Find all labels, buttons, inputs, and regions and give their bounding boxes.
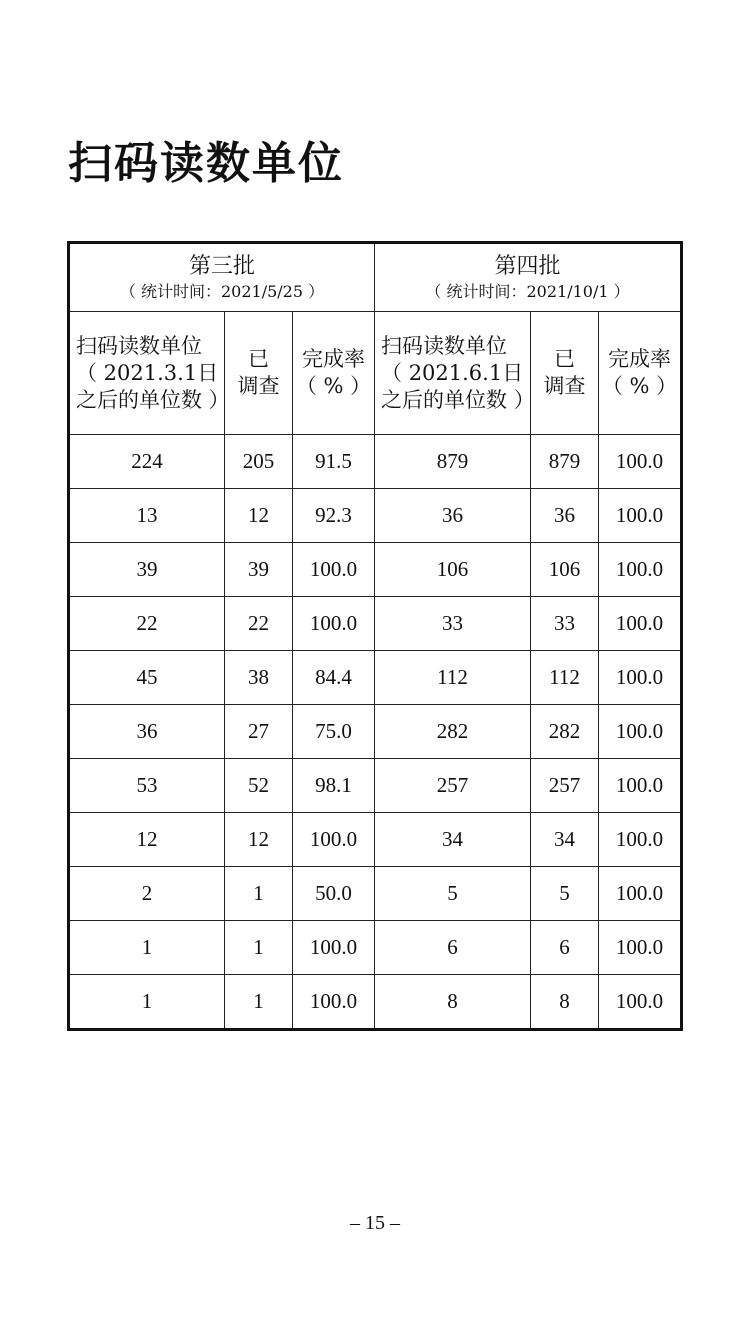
batch3-surveyed-column-header — [225, 312, 293, 435]
table-row — [69, 759, 682, 813]
batch3-surveyed-cell: 27 — [225, 705, 293, 759]
batch4-rate-cell: 100.0 — [599, 759, 682, 813]
header-line: （ % ） — [295, 374, 372, 398]
table-row — [69, 435, 682, 489]
header-line: 调查 — [237, 374, 280, 398]
batch4-rate-cell: 100.0 — [599, 813, 682, 867]
page-title: 扫码读数单位 — [68, 138, 344, 189]
batch3-unit-count-cell: 22 — [69, 597, 225, 651]
batch3-surveyed-cell: 1 — [225, 975, 293, 1030]
batch4-surveyed-column-header — [531, 312, 599, 435]
batch4-unit-count-cell: 5 — [375, 867, 531, 921]
batch4-surveyed-cell: 282 — [531, 705, 599, 759]
batch3-unit-column-header — [69, 312, 230, 435]
batch3-unit-count-cell: 45 — [69, 651, 225, 705]
batch3-name: 第三批 — [189, 253, 256, 279]
batch3-unit-count-cell: 39 — [69, 543, 225, 597]
header-line: 完成率 — [608, 347, 672, 371]
table-row — [69, 867, 682, 921]
header-line: 已 — [554, 347, 576, 371]
batch3-rate-column-header — [293, 312, 375, 435]
batch3-header — [69, 243, 375, 312]
batch3-surveyed-cell: 12 — [225, 489, 293, 543]
batch4-header — [375, 243, 682, 312]
batch3-rate-cell: 98.1 — [293, 759, 375, 813]
batch3-rate-cell: 100.0 — [293, 543, 375, 597]
header-line: （ 2021.6.1日 — [381, 360, 524, 385]
batch4-rate-cell: 100.0 — [599, 975, 682, 1030]
table-row — [69, 705, 682, 759]
batch4-unit-count-cell: 112 — [375, 651, 531, 705]
batch3-rate-cell: 50.0 — [293, 867, 375, 921]
batch3-time: （ 统计时间：2021/5/25 ） — [119, 281, 325, 301]
batch4-unit-column-header — [375, 312, 535, 435]
header-line: 扫码读数单位 — [76, 333, 202, 358]
batch3-rate-cell: 100.0 — [293, 813, 375, 867]
batch3-surveyed-cell: 1 — [225, 921, 293, 975]
header-line: 之后的单位数 ） — [381, 387, 535, 412]
header-line: 已 — [248, 347, 269, 371]
batch4-unit-count-cell: 34 — [375, 813, 531, 867]
batch4-unit-count-cell: 33 — [375, 597, 531, 651]
batch3-unit-count-cell: 13 — [69, 489, 225, 543]
batch3-surveyed-cell: 38 — [225, 651, 293, 705]
batch4-surveyed-cell: 33 — [531, 597, 599, 651]
batch4-surveyed-cell: 5 — [531, 867, 599, 921]
batch4-name: 第四批 — [494, 253, 561, 279]
table-body — [69, 435, 682, 1030]
batch4-surveyed-cell: 879 — [531, 435, 599, 489]
batch4-unit-count-cell: 36 — [375, 489, 531, 543]
page-number: – 15 – — [350, 1212, 400, 1234]
batch4-rate-cell: 100.0 — [599, 921, 682, 975]
batch3-unit-count-cell: 53 — [69, 759, 225, 813]
batch4-rate-cell: 100.0 — [599, 705, 682, 759]
batch3-rate-cell: 91.5 — [293, 435, 375, 489]
batch4-time: （ 统计时间：2021/10/1 ） — [425, 281, 630, 301]
batch3-unit-count-cell: 1 — [69, 975, 225, 1030]
batch3-unit-count-cell: 1 — [69, 921, 225, 975]
header-line: 完成率 — [302, 347, 365, 371]
batch4-surveyed-cell: 6 — [531, 921, 599, 975]
batch4-rate-cell: 100.0 — [599, 543, 682, 597]
batch4-surveyed-cell: 257 — [531, 759, 599, 813]
header-line: （ 2021.3.1日 — [76, 360, 219, 385]
batch4-rate-cell: 100.0 — [599, 489, 682, 543]
batch4-surveyed-cell: 106 — [531, 543, 599, 597]
batch4-unit-count-cell: 282 — [375, 705, 531, 759]
batch4-rate-cell: 100.0 — [599, 597, 682, 651]
batch3-unit-count-cell: 224 — [69, 435, 225, 489]
batch3-surveyed-cell: 1 — [225, 867, 293, 921]
batch3-rate-cell: 75.0 — [293, 705, 375, 759]
batch4-unit-count-cell: 257 — [375, 759, 531, 813]
table-row — [69, 489, 682, 543]
batch3-surveyed-cell: 39 — [225, 543, 293, 597]
batch4-rate-cell: 100.0 — [599, 435, 682, 489]
data-table — [67, 241, 683, 1031]
batch4-unit-count-cell: 6 — [375, 921, 531, 975]
batch4-surveyed-cell: 34 — [531, 813, 599, 867]
batch4-rate-cell: 100.0 — [599, 651, 682, 705]
batch3-unit-count-cell: 12 — [69, 813, 225, 867]
batch4-surveyed-cell: 36 — [531, 489, 599, 543]
batch4-unit-count-cell: 879 — [375, 435, 531, 489]
batch4-rate-column-header — [599, 312, 682, 435]
batch3-unit-count-cell: 2 — [69, 867, 225, 921]
batch3-rate-cell: 84.4 — [293, 651, 375, 705]
table-row — [69, 651, 682, 705]
batch3-unit-count-cell: 36 — [69, 705, 225, 759]
header-line: 之后的单位数 ） — [76, 387, 230, 412]
batch4-surveyed-cell: 112 — [531, 651, 599, 705]
batch3-surveyed-cell: 12 — [225, 813, 293, 867]
batch4-surveyed-cell: 8 — [531, 975, 599, 1030]
table-row — [69, 813, 682, 867]
batch3-surveyed-cell: 205 — [225, 435, 293, 489]
batch3-rate-cell: 100.0 — [293, 921, 375, 975]
batch3-rate-cell: 92.3 — [293, 489, 375, 543]
batch3-surveyed-cell: 22 — [225, 597, 293, 651]
table-row — [69, 597, 682, 651]
batch3-surveyed-cell: 52 — [225, 759, 293, 813]
header-line: 扫码读数单位 — [381, 333, 508, 358]
batch3-rate-cell: 100.0 — [293, 975, 375, 1030]
table-row — [69, 975, 682, 1030]
table-row — [69, 921, 682, 975]
batch4-rate-cell: 100.0 — [599, 867, 682, 921]
header-line: （ % ） — [601, 374, 678, 398]
batch4-unit-count-cell: 8 — [375, 975, 531, 1030]
table-row — [69, 543, 682, 597]
batch3-rate-cell: 100.0 — [293, 597, 375, 651]
header-line: 调查 — [543, 374, 586, 398]
batch4-unit-count-cell: 106 — [375, 543, 531, 597]
